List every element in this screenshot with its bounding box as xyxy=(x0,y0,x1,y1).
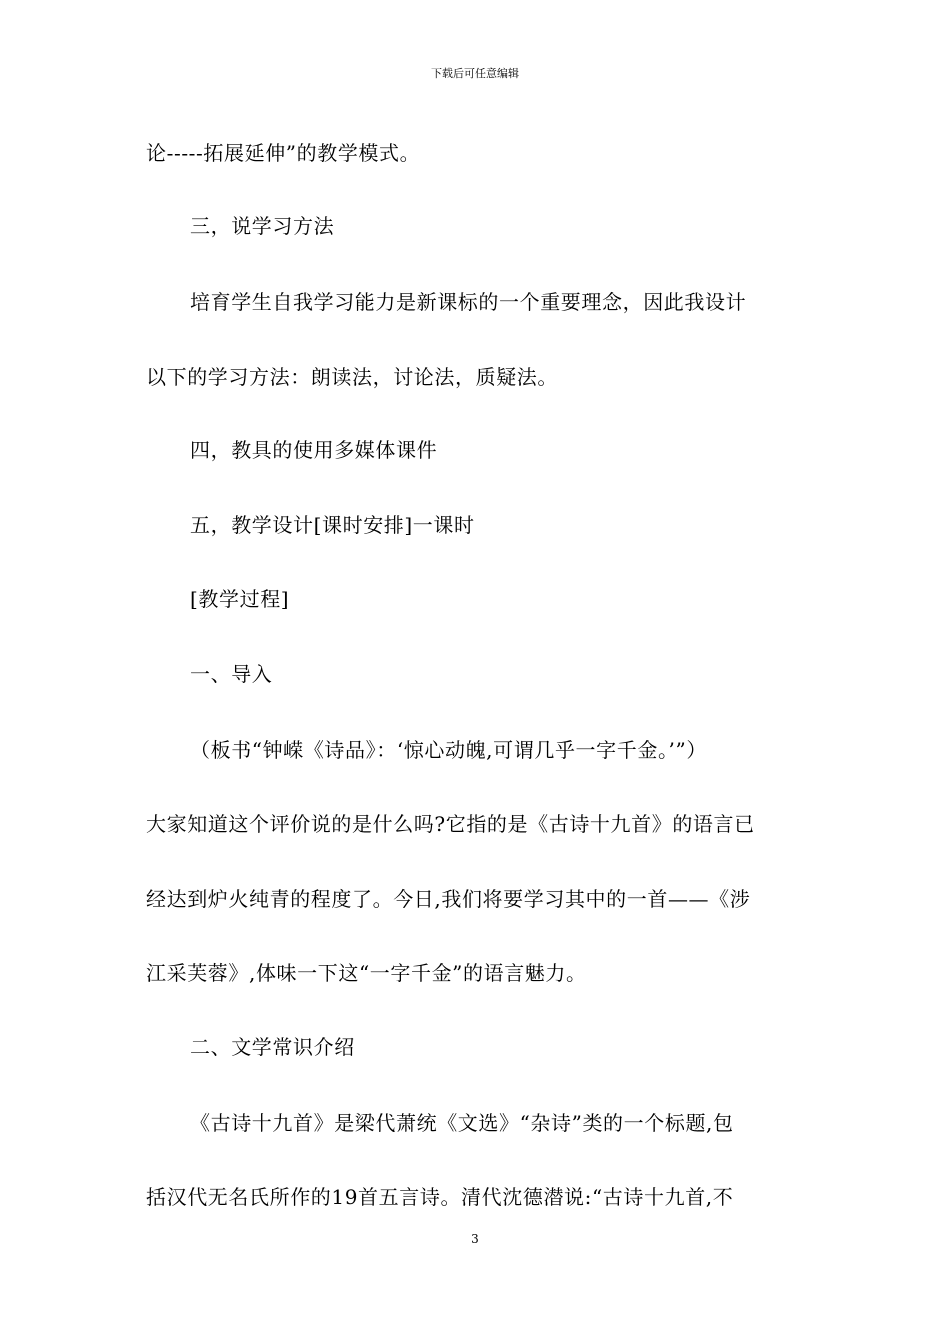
subheading-introduction: 一、导入 xyxy=(190,662,273,686)
paragraph-line: 《古诗十九首》是梁代萧统《文选》“杂诗”类的一个标题,包 xyxy=(190,1111,734,1135)
section-heading-teaching-aids: 四，教具的使用多媒体课件 xyxy=(190,438,438,462)
subheading-literary-knowledge: 二、文学常识介绍 xyxy=(190,1035,355,1059)
paragraph-line: 大家知道这个评价说的是什么吗?它指的是《古诗十九首》的语言已 xyxy=(146,812,755,836)
paragraph-line: 经达到炉火纯青的程度了。今日,我们将要学习其中的一首——《涉 xyxy=(146,887,751,911)
paragraph-line: 以下的学习方法：朗读法，讨论法，质疑法。 xyxy=(146,365,558,389)
paragraph-line: 培育学生自我学习能力是新课标的一个重要理念，因此我设计 xyxy=(190,290,747,314)
paragraph-line-quote: （板书“钟嵘《诗品》：‘惊心动魄,可谓几乎一字千金。’”） xyxy=(190,738,707,762)
page-number: 3 xyxy=(471,1232,479,1246)
subheading-teaching-process: [教学过程] xyxy=(190,587,290,611)
body-line-continuation: 论-----拓展延伸”的教学模式。 xyxy=(146,141,421,165)
section-heading-teaching-design: 五，教学设计[课时安排]一课时 xyxy=(190,513,475,537)
page-header: 下载后可任意编辑 xyxy=(431,67,519,80)
paragraph-line: 江采芙蓉》,体味一下这“一字千金”的语言魅力。 xyxy=(146,961,587,985)
section-heading-learning-methods: 三，说学习方法 xyxy=(190,214,335,238)
paragraph-line: 括汉代无名氏所作的19首五言诗。清代沈德潜说:“古诗十九首,不 xyxy=(146,1185,734,1209)
